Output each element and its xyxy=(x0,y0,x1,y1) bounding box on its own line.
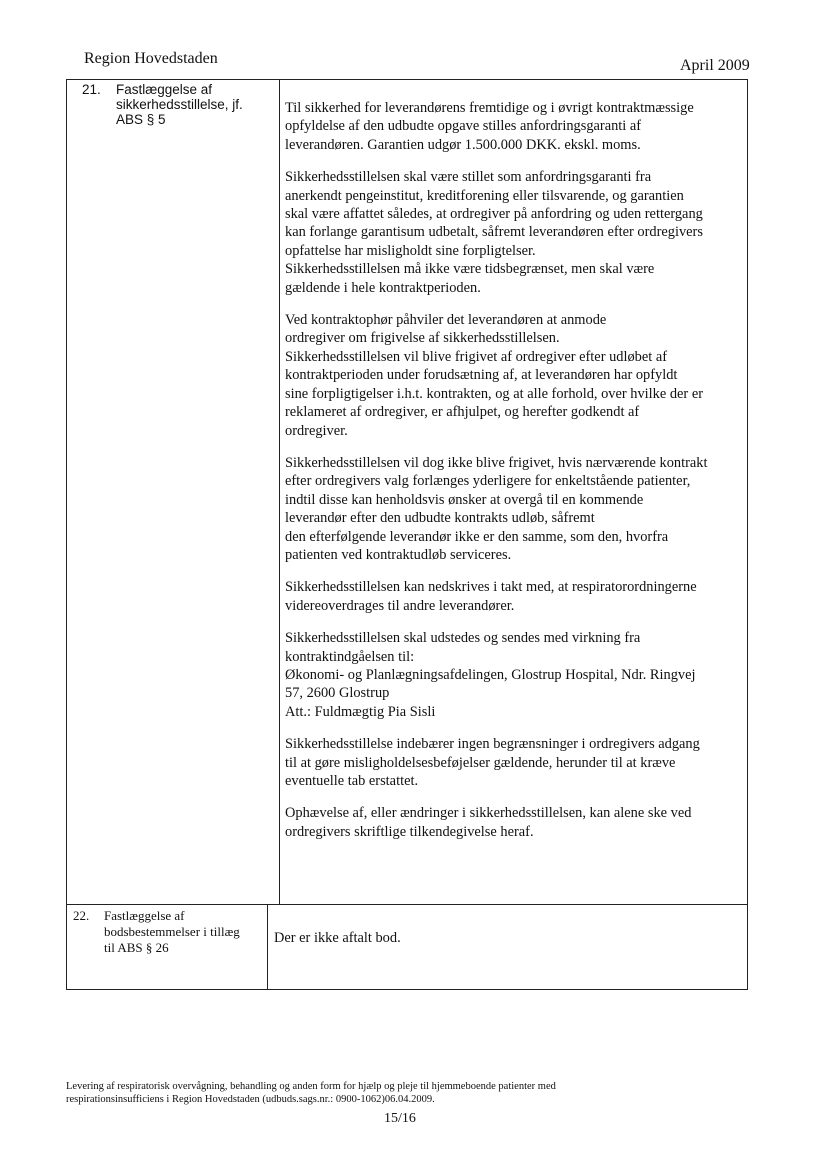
paragraph-line: ordregiver om frigivelse af sikkerhedsstillelsen. xyxy=(285,330,560,347)
row-label-line: sikkerhedsstillelse, jf. xyxy=(116,97,243,112)
header-organization: Region Hovedstaden xyxy=(84,50,218,67)
paragraph-line: Økonomi- og Planlægningsafdelingen, Glostrup Hospital, Ndr. Ringvej xyxy=(285,666,696,683)
paragraph-line: Sikkerhedsstillelse indebærer ingen begrænsninger i ordregivers adgang xyxy=(285,736,700,753)
paragraph-line: efter ordregivers valg forlænges yderligere for enkeltstående patienter, xyxy=(285,473,691,490)
paragraph-line: Sikkerhedsstillelsen vil dog ikke blive frigivet, hvis nærværende kontrakt xyxy=(285,454,708,471)
paragraph-line: Sikkerhedsstillelsen skal være stillet som anfordringsgaranti fra xyxy=(285,169,652,186)
paragraph xyxy=(285,99,747,154)
paragraph xyxy=(285,735,747,790)
row-label-line: til ABS § 26 xyxy=(104,940,169,955)
paragraph-line: skal være affattet således, at ordregiver på anfordring og uden rettergang xyxy=(285,206,703,223)
paragraph-line: gældende i hele kontraktperioden. xyxy=(285,279,481,296)
paragraph-line: patienten ved kontraktudløb serviceres. xyxy=(285,546,512,563)
header-date: April 2009 xyxy=(680,57,750,74)
row-label-line: ABS § 5 xyxy=(116,112,166,127)
paragraph-line: Til sikkerhed for leverandørens fremtidige og i øvrigt kontraktmæssige xyxy=(285,100,694,116)
row-label xyxy=(104,908,264,956)
paragraph-line: ordregiver. xyxy=(285,422,348,439)
paragraph xyxy=(285,454,747,564)
row-label xyxy=(116,82,266,127)
paragraph-line: leverandøren. Garantien udgør 1.500.000 DKK. ekskl. moms. xyxy=(285,136,641,153)
row-answer: Der er ikke aftalt bod. xyxy=(274,930,401,946)
column-divider xyxy=(279,80,280,904)
paragraph-line: eventuelle tab erstattet. xyxy=(285,773,419,789)
paragraph xyxy=(285,311,747,440)
row-21-content xyxy=(285,99,747,855)
row-label-line: Fastlæggelse af xyxy=(116,82,213,97)
paragraph-line: videreoverdrages til andre leverandører. xyxy=(285,597,515,614)
paragraph-line: kontraktindgåelsen til: xyxy=(285,648,415,665)
paragraph-line: kan forlange garantisum udbetalt, såfremt leverandøren efter ordregivers xyxy=(285,224,703,241)
table-row-22 xyxy=(66,904,748,990)
page-footer xyxy=(66,1080,726,1106)
row-label-line: Fastlæggelse af xyxy=(104,908,185,923)
paragraph-line: Ophævelse af, eller ændringer i sikkerhedsstillelsen, kan alene ske ved xyxy=(285,805,692,822)
paragraph xyxy=(285,168,747,297)
paragraph-line: opfattelse har misligholdt sine forpligtelser. xyxy=(285,242,536,259)
footer-line: respirationsinsufficiens i Region Hovedstaden (udbuds.sags.nr.: 0900-1062)06.04.2009. xyxy=(66,1094,435,1105)
row-number: 21. xyxy=(82,82,101,97)
paragraph-line: Sikkerhedsstillelsen skal udstedes og sendes med virkning fra xyxy=(285,630,641,647)
paragraph-line: leverandør efter den udbudte kontrakts udløb, såfremt xyxy=(285,510,595,527)
row-label-line: bodsbestemmelser i tillæg xyxy=(104,924,240,939)
paragraph-line: kontraktperioden under forudsætning af, at leverandøren har opfyldt xyxy=(285,367,678,384)
paragraph-line: anerkendt pengeinstitut, kreditforening eller tilsvarende, og garantien xyxy=(285,187,684,204)
footer-line: Levering af respiratorisk overvågning, behandling og anden form for hjælp og pleje til hjemmeboende patienter med xyxy=(66,1081,556,1092)
paragraph-line: sine forpligtigelser i.h.t. kontrakten, og at alle forhold, over hvilke der er xyxy=(285,385,704,402)
paragraph xyxy=(285,578,747,615)
paragraph-line: Sikkerhedsstillelsen vil blive frigivet af ordregiver efter udløbet af xyxy=(285,348,668,365)
paragraph-line: Sikkerhedsstillelsen må ikke være tidsbegrænset, men skal være xyxy=(285,261,655,278)
column-divider xyxy=(267,904,268,989)
paragraph-line: opfyldelse af den udbudte opgave stilles anfordringsgaranti af xyxy=(285,118,642,135)
paragraph-line: Sikkerhedsstillelsen kan nedskrives i takt med, at respiratorordningerne xyxy=(285,579,697,596)
paragraph xyxy=(285,629,747,721)
paragraph-line: den efterfølgende leverandør ikke er den samme, som den, hvorfra xyxy=(285,528,669,545)
paragraph-line: Ved kontraktophør påhviler det leverandøren at anmode xyxy=(285,312,607,329)
paragraph xyxy=(285,804,747,841)
paragraph-line: reklameret af ordregiver, er afhjulpet, og herefter godkendt af xyxy=(285,404,640,421)
paragraph-line: 57, 2600 Glostrup xyxy=(285,685,390,702)
paragraph-line: indtil disse kan henholdsvis ønsker at overgå til en kommende xyxy=(285,491,644,508)
page-number: 15/16 xyxy=(384,1111,416,1126)
paragraph-line: Att.: Fuldmægtig Pia Sisli xyxy=(285,703,436,720)
row-number: 22. xyxy=(73,908,90,923)
paragraph-line: til at gøre misligholdelsesbeføjelser gældende, herunder til at kræve xyxy=(285,754,676,771)
paragraph-line: ordregivers skriftlige tilkendegivelse heraf. xyxy=(285,823,534,840)
